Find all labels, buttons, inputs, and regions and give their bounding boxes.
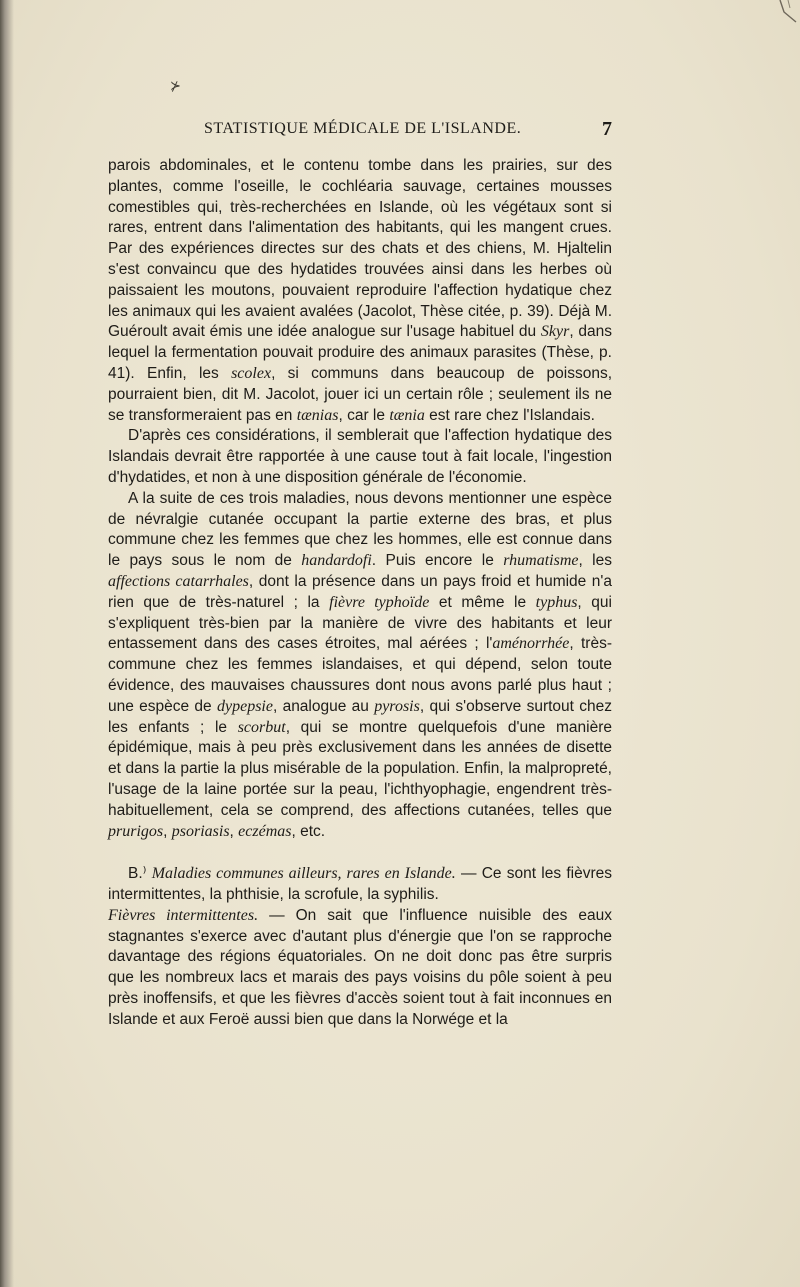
italic-term: tænia xyxy=(389,406,425,424)
text-run: parois abdominales, et le contenu tombe dans les prairies, sur des plantes, comme l'oseille, le cochléaria sauvage, certaines mousses comestibles qui, très-recherchées en Islande, où les végétaux sont si rares, entrent dans l'alimentation des habitants, qui les mangent crues. Par des expériences directes sur des chats et des chiens, M. Hjaltelin s'est convaincu que des hydatides trouvées ainsi dans les herbes où paissaient les moutons, pouvaient reproduire l'affection hydatique chez les animaux qui les avaient avalées (Jacolot, Thèse citée, p. 39). Déjà M. Guéroult avait émis une idée analogue sur l'usage habituel du xyxy=(108,157,612,341)
italic-term: fièvre typhoïde xyxy=(329,593,430,611)
italic-term: handardofi xyxy=(301,552,372,570)
italic-term: eczémas xyxy=(238,822,292,840)
running-head xyxy=(108,120,612,146)
italic-term: prurigos xyxy=(108,822,164,840)
paragraph-p1 xyxy=(108,156,612,426)
italic-term: Fièvres intermittentes. xyxy=(108,906,259,924)
italic-term: aménorrhée xyxy=(492,635,570,653)
italic-term: affections catarrhales xyxy=(108,572,249,590)
italic-term: typhus xyxy=(535,593,578,611)
text-run: , analogue au xyxy=(272,697,375,715)
text-run: , dans lequel la fermentation pouvait produire des animaux parasites (Thèse, p. 41). Enfin, les xyxy=(108,323,612,382)
text-run: A la suite de ces trois maladies, nous devons mentionner une espèce de névralgie cutanée occupant la partie externe des bras, et plus commune chez les femmes que chez les hommes, elle est connue dans le pays sous le nom de xyxy=(108,489,612,570)
paragraph-p2 xyxy=(108,426,612,488)
italic-term: scolex xyxy=(231,364,272,382)
text-run: , xyxy=(163,822,172,840)
text-run: — On sait que l'influence nuisible des eaux stagnantes s'exerce avec d'autant plus d'énergie que l'on se rapproche davantage des régions équatoriales. On ne doit donc pas être surpris que les nombreux lacs et marais des pays voisins du pôle soient à peu près inoffensifs, et que les fièvres d'accès soient tout à fait inconnues en Islande et aux Feroë aussi bien que dans la Norwége et la xyxy=(108,906,612,1028)
text-run: B.⁾ xyxy=(128,865,152,883)
paragraph-p4 xyxy=(108,864,612,906)
italic-term: psoriasis xyxy=(171,822,230,840)
stray-ink-mark: ⊁ xyxy=(170,78,181,93)
italic-term: Maladies communes ailleurs, rares en Islande. xyxy=(151,865,456,883)
text-run: . Puis encore le xyxy=(371,552,504,570)
italic-term: pyrosis xyxy=(374,697,420,715)
text-run: , très-commune chez les femmes islandaises, et qui dépend, selon toute évidence, des mauvaises chaussures dont nous avons parlé plus haut ; une espèce de xyxy=(108,635,612,715)
binding-shadow xyxy=(0,0,14,1287)
text-run: , qui se montre quelquefois d'une manière épidémique, mais à peu près exclusivement dans les années de disette et dans la partie la plus misérable de la population. Enfin, la malpropreté, l'usage de la laine portée sur la peau, l'ichthyophagie, engendrent très-habituellement, cela se comprend, des affections cutanées, telles que xyxy=(108,718,612,819)
body-text xyxy=(108,156,612,1031)
text-run: — Ce sont les fièvres intermittentes, la phthisie, la scrofule, la syphilis. xyxy=(108,865,613,904)
italic-term: rhumatisme xyxy=(503,552,579,570)
paragraph-p3 xyxy=(108,489,612,843)
italic-term: Skyr xyxy=(540,323,570,341)
page-corner-mark xyxy=(774,0,800,24)
running-title: STATISTIQUE MÉDICALE DE L'ISLANDE. xyxy=(204,120,522,137)
text-run: , etc. xyxy=(291,822,326,840)
paragraph-p5 xyxy=(108,906,612,1031)
text-run: est rare chez l'Islandais. xyxy=(424,406,595,424)
italic-term: dypepsie xyxy=(216,697,273,715)
italic-term: tænias xyxy=(296,406,339,424)
text-run: , qui s'observe surtout chez les enfants ; le xyxy=(108,697,612,736)
text-run: , si communs dans beaucoup de poissons, pourraient bien, dit M. Jacolot, jouer ici un certain rôle ; seulement ils ne se transformeraient pas en xyxy=(108,364,613,424)
page-number: 7 xyxy=(602,118,612,140)
text-run: , xyxy=(229,822,239,840)
text-run: et même le xyxy=(429,593,536,611)
text-run: , les xyxy=(578,552,612,570)
text-run: , dont la présence dans un pays froid et humide n'a rien que de très-naturel ; la xyxy=(108,572,612,611)
italic-term: scorbut xyxy=(237,718,286,736)
text-run: , car le xyxy=(338,406,390,424)
text-run: , qui s'expliquent très-bien par la manière de vivre des habitants et leur entassement dans des cases étroites, mal aérées ; l' xyxy=(108,593,612,653)
text-run: D'après ces considérations, il semblerait que l'affection hydatique des Islandais devrait être rapportée à une cause tout à fait locale, l'ingestion d'hydatides, et non à une disposition générale de l'économie. xyxy=(108,427,612,486)
